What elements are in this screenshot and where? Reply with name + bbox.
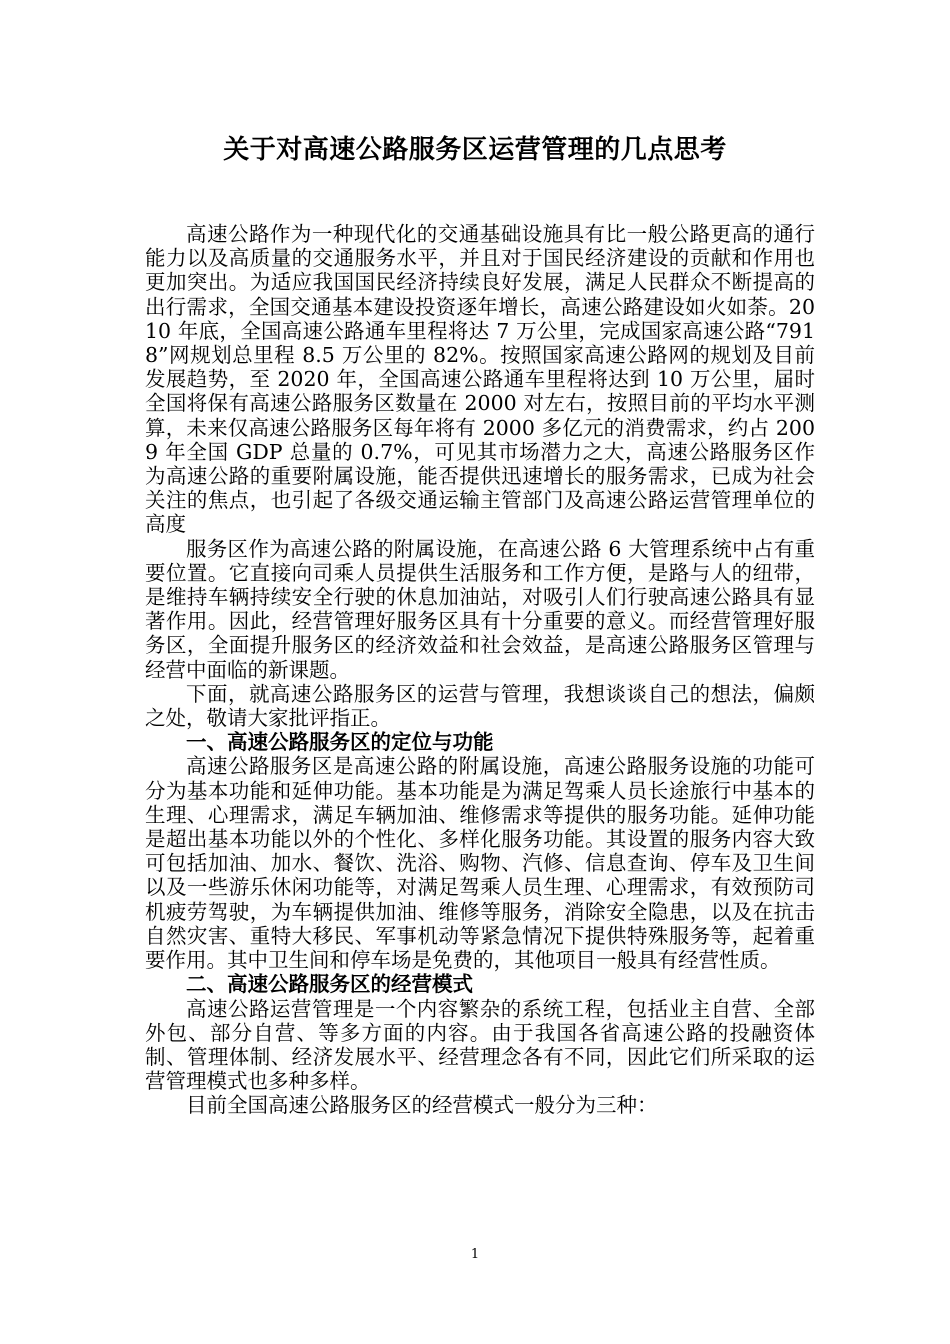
section-heading-positioning: 一、高速公路服务区的定位与功能: [186, 730, 494, 755]
paragraph-importance: 服务区作为高速公路的附属设施，在高速公路 6 大管理系统中占有重要位置。它直接向司乘人员提供生活服务和工作方便，是路与人的纽带，是维持车辆持续安全行驶的休息加油站，对吸引人们行驶高速公路具有显著作用。因此，经营管理好服务区具有十分重要的意义。而经营管理好服务区，全面提升服务区的经济效益和社会效益，是高速公路服务区管理与经营中面临的新课题。: [145, 536, 815, 682]
paragraph-functions: 高速公路服务区是高速公路的附属设施，高速公路服务设施的功能可分为基本功能和延伸功能。基本功能是为满足驾乘人员长途旅行中基本的生理、心理需求，满足车辆加油、维修需求等提供的服务功能。延伸功能是超出基本功能以外的个性化、多样化服务功能。其设置的服务内容大致可包括加油、加水、餐饮、洗浴、购物、汽修、信息查询、停车及卫生间以及一些游乐休闲功能等，对满足驾乘人员生理、心理需求，有效预防司机疲劳驾驶，为车辆提供加油、维修等服务，消除安全隐患，以及在抗击自然灾害、重特大移民、军事机动等紧急情况下提供特殊服务等，起着重要作用。其中卫生间和停车场是免费的，其他项目一般具有经营性质。: [145, 754, 815, 973]
paragraph-intro: 高速公路作为一种现代化的交通基础设施具有比一般公路更高的通行能力以及高质量的交通服务水平，并且对于国民经济建设的贡献和作用也更加突出。为适应我国国民经济持续良好发展，满足人民群众不断提高的出行需求，全国交通基本建设投资逐年增长，高速公路建设如火如荼。2010 年底，全国高速公路通车里程将达 7 万公里，完成国家高速公路“7918”网规划总里程 8.5 万公里的 82%。按照国家高速公路网的规划及目前发展趋势，至 2020 年，全国高速公路通车里程将达到 10 万公里，届时全国将保有高速公路服务区数量在 2000 对左右，按照目前的平均水平测算，未来仅高速公路服务区每年将有 2000 多亿元的消费需求，约占 2009 年全国 GDP 总量的 0.7%，可见其市场潜力之大，高速公路服务区作为高速公路的重要附属设施，能否提供迅速增长的服务需求，已成为社会关注的焦点，也引起了各级交通运输主管部门及高速公路运营管理单位的高度: [145, 222, 815, 537]
document-title: 关于对高速公路服务区运营管理的几点思考: [223, 135, 727, 165]
paragraph-operation-management: 高速公路运营管理是一个内容繁杂的系统工程，包括业主自营、全部外包、部分自营、等多方面的内容。由于我国各省高速公路的投融资体制、管理体制、经济发展水平、经营理念各有不同，因此它们所采取的运营管理模式也多种多样。: [145, 996, 815, 1094]
document-body: [145, 222, 815, 1118]
page-number: 1: [470, 1247, 480, 1262]
section-heading-business-model: 二、高速公路服务区的经营模式: [186, 972, 473, 997]
paragraph-preface: 下面，就高速公路服务区的运营与管理，我想谈谈自己的想法，偏颇之处，敬请大家批评指正。: [145, 681, 815, 731]
paragraph-three-models: 目前全国高速公路服务区的经营模式一般分为三种：: [186, 1093, 658, 1118]
